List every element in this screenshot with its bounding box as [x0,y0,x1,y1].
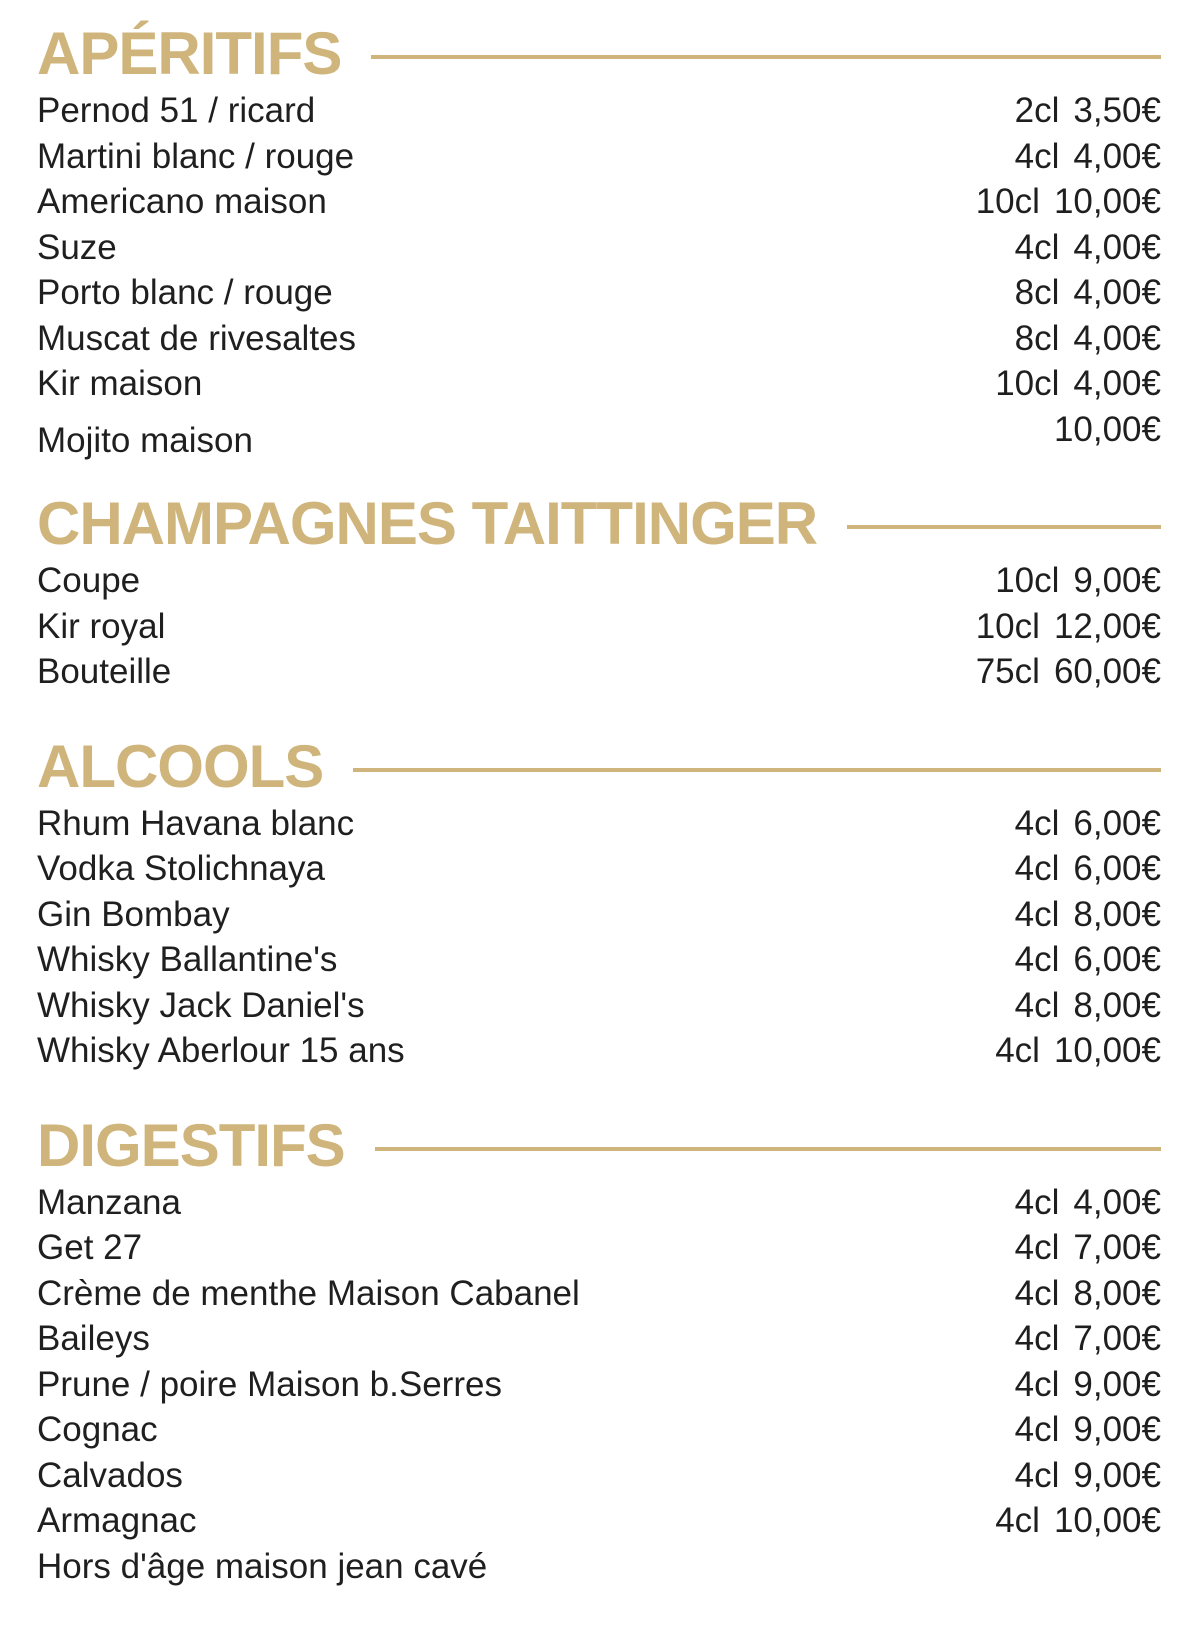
item-price: 10,00€ [1053,1031,1161,1070]
item-name: Martini blanc / rouge [37,136,355,176]
item-volume: 10cl [975,182,1040,221]
item-price: 7,00€ [1073,1319,1161,1358]
item-price-group [1015,1225,1161,1271]
section-divider [371,55,1161,59]
item-name: Cognac [37,1410,158,1449]
item-price: 4,00€ [1073,364,1161,403]
item-price-group [1015,937,1161,983]
item-price: 6,00€ [1073,849,1161,888]
menu-sections [37,20,1161,1589]
item-name: Gin Bombay [37,894,230,934]
item-price: 9,00€ [1073,561,1161,600]
item-price-group [1015,846,1161,892]
item-volume: 4cl [1014,894,1060,934]
item-volume: 10cl [975,606,1040,646]
section-title: CHAMPAGNES TAITTINGER [37,490,818,557]
item-price: 12,00€ [1053,606,1161,646]
item-price: 3,50€ [1073,91,1161,130]
item-price-group [1015,983,1161,1029]
menu-item [37,179,1161,225]
item-price-group [976,604,1161,650]
item-price: 9,00€ [1073,1455,1161,1495]
item-price-group [1015,1180,1161,1226]
item-price: 7,00€ [1073,1228,1161,1267]
menu-item [37,1453,1161,1499]
item-name: Suze [37,227,117,267]
item-name: Rhum Havana blanc [37,803,355,843]
item-name: Kir maison [37,364,203,403]
menu-item [37,1028,1161,1074]
section-title: DIGESTIFS [37,1111,345,1179]
item-name: Americano maison [37,182,327,221]
section-items [37,801,1161,1074]
item-name: Manzana [37,1182,181,1222]
section-header [37,490,1161,558]
item-price: 4,00€ [1073,227,1161,267]
item-name: Coupe [37,561,141,600]
item-volume: 4cl [1014,1319,1060,1358]
item-price: 9,00€ [1073,1364,1161,1404]
menu-item [37,1271,1161,1317]
menu-item [37,225,1161,271]
item-name: Pernod 51 / ricard [37,91,316,130]
section-items [37,1180,1161,1590]
item-volume: 4cl [1014,136,1060,176]
menu-item [37,1180,1161,1226]
menu-item [37,801,1161,847]
menu-item [37,604,1161,650]
menu-item [37,983,1161,1029]
item-price: 6,00€ [1073,803,1161,843]
menu-section [37,490,1161,695]
menu-section [37,1112,1161,1590]
item-name: Whisky Jack Daniel's [37,985,365,1025]
item-name: Calvados [37,1455,183,1495]
menu-item [37,1544,1161,1590]
item-volume: 4cl [995,1501,1040,1540]
item-volume: 4cl [1014,803,1060,843]
menu-item [37,407,1161,460]
item-price-group [1015,88,1161,134]
item-volume: 4cl [1014,985,1060,1025]
menu-item [37,1225,1161,1271]
item-price: 8,00€ [1073,985,1161,1025]
item-name: Bouteille [37,652,172,691]
menu-item [37,846,1161,892]
item-name: Armagnac [37,1501,197,1540]
item-volume: 4cl [1014,1364,1060,1404]
item-price-group [1015,892,1161,938]
item-name: Kir royal [37,606,166,646]
item-name: Whisky Ballantine's [37,940,338,979]
menu-item [37,558,1161,604]
section-divider [847,525,1161,529]
item-price-group [995,361,1161,407]
item-name: Baileys [37,1319,150,1358]
menu-item [37,1407,1161,1453]
item-name: Get 27 [37,1228,143,1267]
item-price-group [1015,1316,1161,1362]
menu-section [37,20,1161,460]
menu-item [37,361,1161,407]
item-price-group [1015,134,1161,180]
item-name: Mojito maison [37,421,253,460]
section-header [37,20,1161,88]
item-volume: 4cl [1014,849,1060,888]
item-volume: 4cl [1014,1273,1060,1313]
item-volume: 4cl [1014,1455,1060,1495]
item-price: 10,00€ [1053,409,1161,449]
item-name: Prune / poire Maison b.Serres [37,1364,502,1404]
section-header [37,1112,1161,1180]
section-items [37,88,1161,460]
menu-item [37,1498,1161,1544]
item-price: 4,00€ [1073,136,1161,176]
item-price-group [995,1028,1161,1074]
item-price: 8,00€ [1073,1273,1161,1313]
item-price-group [1015,270,1161,316]
menu-item [37,1316,1161,1362]
item-volume: 4cl [995,1031,1040,1070]
item-volume: 4cl [1014,1182,1060,1222]
menu-item [37,134,1161,180]
item-price: 60,00€ [1053,652,1161,691]
item-price: 4,00€ [1073,1182,1161,1222]
menu-item [37,937,1161,983]
section-divider [353,768,1161,772]
item-price-group [1040,407,1161,453]
item-volume: 75cl [975,652,1040,691]
item-volume: 8cl [1014,273,1060,312]
item-price-group [995,558,1161,604]
item-price-group [1015,1362,1161,1408]
item-name: Whisky Aberlour 15 ans [37,1031,405,1070]
item-price-group [976,179,1161,225]
item-volume: 4cl [1014,227,1060,267]
item-name: Crème de menthe Maison Cabanel [37,1273,580,1313]
item-volume: 10cl [995,561,1060,600]
item-price-group [1015,225,1161,271]
item-volume: 10cl [995,364,1060,403]
section-header [37,733,1161,801]
menu-item [37,649,1161,695]
item-name: Porto blanc / rouge [37,273,333,312]
item-volume: 2cl [1014,91,1060,130]
item-volume: 4cl [1014,940,1060,979]
menu-item [37,892,1161,938]
item-price-group [976,649,1161,695]
item-price-group [1015,1453,1161,1499]
drinks-menu [37,20,1161,1627]
section-title: ALCOOLS [37,732,324,800]
item-price-group [1015,1407,1161,1453]
menu-item [37,88,1161,134]
item-price: 9,00€ [1073,1410,1161,1449]
menu-item [37,270,1161,316]
menu-item [37,316,1161,362]
item-volume: 4cl [1014,1410,1060,1449]
item-price-group [1015,1271,1161,1317]
section-items [37,558,1161,695]
item-price-group [995,1498,1161,1544]
section-title: APÉRITIFS [37,20,342,87]
item-price: 8,00€ [1073,894,1161,934]
item-price-group [1015,801,1161,847]
item-price: 10,00€ [1053,182,1161,221]
item-name: Muscat de rivesaltes [37,318,357,358]
item-name: Vodka Stolichnaya [37,849,325,888]
menu-section [37,733,1161,1074]
menu-item [37,1362,1161,1408]
item-volume: 4cl [1014,1228,1060,1267]
item-price: 6,00€ [1073,940,1161,979]
section-divider [375,1147,1161,1151]
item-price: 4,00€ [1073,273,1161,312]
item-volume: 8cl [1014,318,1060,358]
item-price: 4,00€ [1073,318,1161,358]
item-name: Hors d'âge maison jean cavé [37,1546,488,1586]
item-price-group [1015,316,1161,362]
item-price: 10,00€ [1053,1501,1161,1540]
